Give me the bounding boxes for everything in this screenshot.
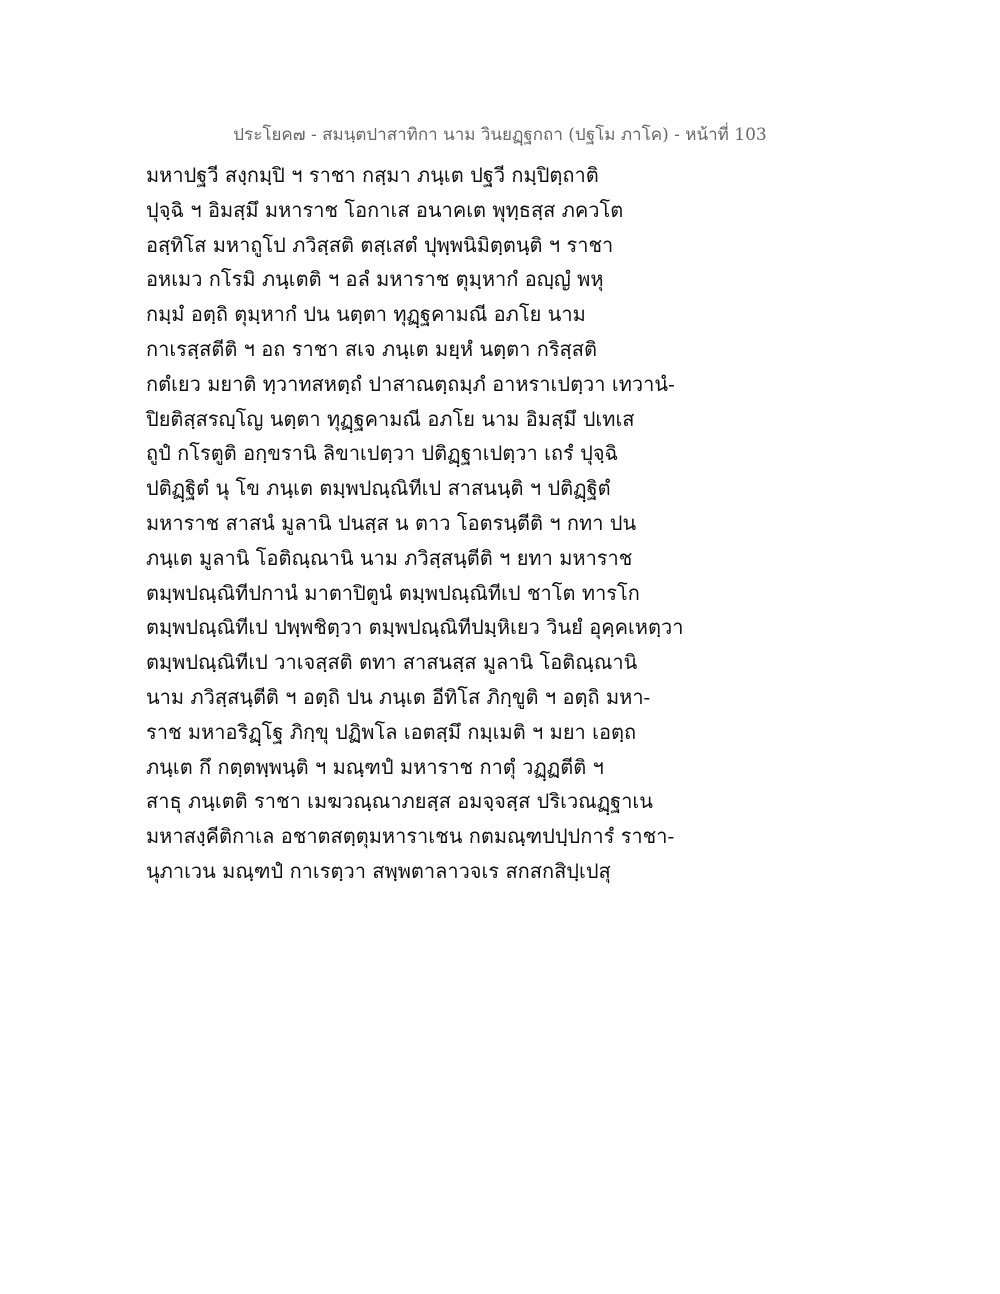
text-line: นุภาเวน มณฺฑปํ กาเรตฺวา สพฺพตาลาวจเร สกสกสิปฺเปสุ (146, 858, 611, 883)
text-line: อสฺทิโส มหาถูโป ภวิสฺสติ ตสฺเสตํ ปุพฺพนิมิตฺตนฺติ ฯ ราชา (146, 232, 614, 257)
text-line: กมฺมํ อตฺถิ ตุมฺหากํ ปน นตฺตา ทุฏฺฐคามณี อภโย นาม (146, 302, 586, 327)
text-line: ตมฺพปณฺณิทีเป ปพฺพชิตฺวา ตมฺพปณฺณิทีปมฺหิเยว วินยํ อุคฺคเหตฺวา (146, 615, 684, 640)
text-line: มหาราช สาสนํ มูลานิ ปนสฺส น ตาว โอตรนฺตีติ ฯ กทา ปน (146, 510, 637, 535)
text-line: ถูปํ กโรตูติ อกฺขรานิ ลิขาเปตฺวา ปติฏฺฐาเปตฺวา เถรํ ปุจฺฉิ (146, 441, 619, 466)
text-line: มหาสงฺคีติกาเล อชาตสตฺตุมหาราเชน กตมณฺฑปปฺปการํ ราชา- (146, 824, 675, 849)
text-line: สาธุ ภนฺเตติ ราชา เมฆวณฺณาภยสฺส อมจฺจสฺส ปริเวณฏฺฐาเน (146, 789, 653, 814)
text-line: ปิยติสฺสรญฺโญ นตฺตา ทุฏฺฐคามณี อภโย นาม อิมสฺมึ ปเทเส (146, 406, 635, 431)
text-line: กาเรสฺสตีติ ฯ อถ ราชา สเจ ภนฺเต มยฺหํ นตฺตา กริสฺสติ (146, 336, 597, 361)
body-text (146, 158, 846, 889)
text-line: นาม ภวิสฺสนฺตีติ ฯ อตฺถิ ปน ภนฺเต อีทิโส ภิกฺขูติ ฯ อตฺถิ มหา- (146, 684, 651, 709)
text-line: ปุจฺฉิ ฯ อิมสฺมึ มหาราช โอกาเส อนาคเต พุทฺธสฺส ภควโต (146, 197, 624, 222)
running-header: ประโยค๗ - สมนฺตปาสาทิกา นาม วินยฏฺฐกถา (ปฐโม ภาโค) - หน้าที่ 103 (233, 125, 767, 145)
text-line: มหาปฐวี สงฺกมฺปิ ฯ ราชา กสฺมา ภนฺเต ปฐวี กมฺปิตฺถาติ (146, 163, 599, 187)
text-line: ภนฺเต กึ กตฺตพฺพนฺติ ฯ มณฺฑปํ มหาราช กาตุํ วฏฺฏตีติ ฯ (146, 754, 604, 779)
text-line: ตมฺพปณฺณิทีปกานํ มาตาปิตูนํ ตมฺพปณฺณิทีเป ชาโต ทารโก (146, 580, 640, 605)
text-line: ราช มหาอริฏฺโฐ ภิกฺขุ ปฏิพโล เอตสฺมึ กมฺเมติ ฯ มยา เอตฺถ (146, 719, 637, 744)
text-line: อหเมว กโรมิ ภนฺเตติ ฯ อลํ มหาราช ตุมฺหากํ อญฺญํ พหุ (146, 267, 604, 292)
text-line: ภนฺเต มูลานิ โอติณฺณานิ นาม ภวิสฺสนฺตีติ ฯ ยทา มหาราช (146, 545, 633, 570)
text-line: ตมฺพปณฺณิทีเป วาเจสฺสติ ตทา สาสนสฺส มูลานิ โอติณฺณานิ (146, 650, 638, 675)
text-line: ปติฏฺฐิตํ นุ โข ภนฺเต ตมฺพปณฺณิทีเป สาสนนฺติ ฯ ปติฏฺฐิตํ (146, 476, 611, 501)
text-line: กตํเยว มยาติ ทฺวาทสหตฺถํ ปาสาณตฺถมฺภํ อาหราเปตฺวา เทวานํ- (146, 371, 675, 396)
